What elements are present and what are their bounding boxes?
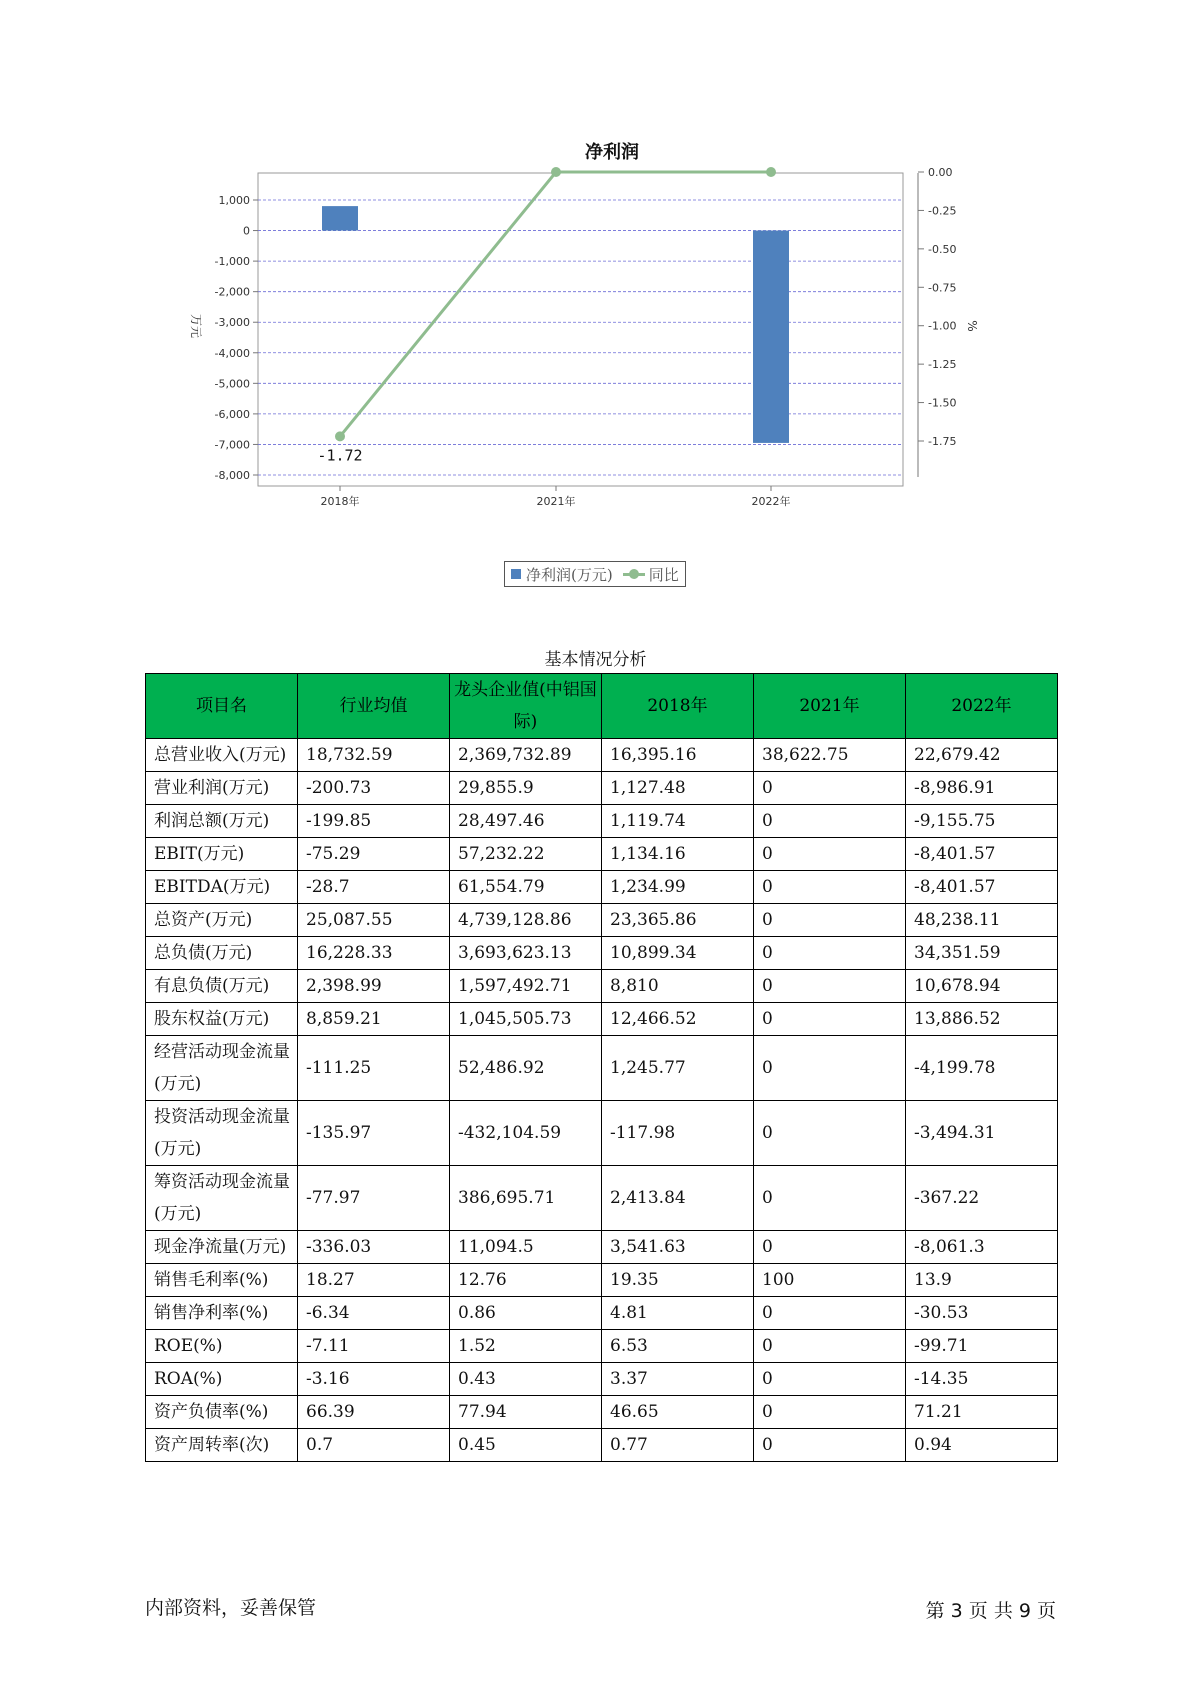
- table-row: [146, 1003, 1058, 1036]
- table-cell: -336.03: [298, 1231, 450, 1264]
- row-label-cell: 利润总额(万元): [146, 805, 298, 838]
- table-cell: 23,365.86: [602, 904, 754, 937]
- y2-tick-label: -0.50: [928, 242, 957, 256]
- gridlines: [258, 200, 903, 475]
- bars: [322, 206, 789, 443]
- table-row: [146, 937, 1058, 970]
- y2-tick-label: -1.25: [928, 358, 957, 372]
- table-cell: 0.77: [602, 1429, 754, 1462]
- row-label-cell: 营业利润(万元): [146, 772, 298, 805]
- table-cell: 100: [754, 1264, 906, 1297]
- legend-line-swatch: [623, 569, 645, 579]
- row-label-cell: 总负债(万元): [146, 937, 298, 970]
- table-cell: 0.94: [906, 1429, 1058, 1462]
- table-cell: 0: [754, 1166, 906, 1231]
- table-cell: 4.81: [602, 1297, 754, 1330]
- table-cell: 1.52: [450, 1330, 602, 1363]
- table-cell: 1,597,492.71: [450, 970, 602, 1003]
- row-label-cell: 销售毛利率(%): [146, 1264, 298, 1297]
- table-cell: 1,045,505.73: [450, 1003, 602, 1036]
- header-cell: 2018年: [602, 674, 754, 739]
- table-cell: -8,061.3: [906, 1231, 1058, 1264]
- table-cell: 18,732.59: [298, 739, 450, 772]
- table-cell: 8,859.21: [298, 1003, 450, 1036]
- table-cell: 13.9: [906, 1264, 1058, 1297]
- table-cell: -3,494.31: [906, 1101, 1058, 1166]
- table-cell: 1,245.77: [602, 1036, 754, 1101]
- table-caption: 基本情况分析: [544, 650, 647, 670]
- table-row: [146, 805, 1058, 838]
- line-point: [335, 431, 345, 441]
- table-cell: 0: [754, 772, 906, 805]
- table-cell: 48,238.11: [906, 904, 1058, 937]
- x-tick-label: 2022年: [751, 495, 791, 508]
- row-label-cell: 经营活动现金流量(万元): [146, 1036, 298, 1101]
- table-cell: 4,739,128.86: [450, 904, 602, 937]
- table-cell: -7.11: [298, 1330, 450, 1363]
- analysis-table: [145, 673, 1058, 1462]
- table-cell: 38,622.75: [754, 739, 906, 772]
- table-cell: 0: [754, 904, 906, 937]
- x-axis-ticks: [321, 486, 791, 508]
- table-cell: 25,087.55: [298, 904, 450, 937]
- table-cell: -135.97: [298, 1101, 450, 1166]
- table-cell: -367.22: [906, 1166, 1058, 1231]
- table-cell: 12.76: [450, 1264, 602, 1297]
- table-cell: 61,554.79: [450, 871, 602, 904]
- table-cell: 0.86: [450, 1297, 602, 1330]
- y-tick-label: -8,000: [214, 469, 250, 482]
- table-cell: 16,395.16: [602, 739, 754, 772]
- table-cell: -28.7: [298, 871, 450, 904]
- table-cell: -8,401.57: [906, 838, 1058, 871]
- table-cell: 10,678.94: [906, 970, 1058, 1003]
- table-cell: 19.35: [602, 1264, 754, 1297]
- y2-tick-label: -0.75: [928, 281, 957, 295]
- table-cell: 0.45: [450, 1429, 602, 1462]
- table-body: [146, 739, 1058, 1462]
- row-label-cell: 销售净利率(%): [146, 1297, 298, 1330]
- table-cell: 386,695.71: [450, 1166, 602, 1231]
- table-cell: 3,541.63: [602, 1231, 754, 1264]
- table-row: [146, 1101, 1058, 1166]
- y-tick-label: -2,000: [214, 285, 250, 299]
- row-label-cell: 总资产(万元): [146, 904, 298, 937]
- table-cell: 57,232.22: [450, 838, 602, 871]
- y-axis-label-left: 万元: [189, 313, 203, 339]
- legend-label-bar: 净利润(万元): [526, 565, 613, 584]
- table-cell: -8,986.91: [906, 772, 1058, 805]
- bar: [322, 206, 358, 230]
- legend-bar-swatch: [511, 569, 521, 579]
- right-axis-ticks: [918, 166, 956, 448]
- y-tick-label: -3,000: [214, 316, 250, 330]
- table-cell: 0: [754, 1036, 906, 1101]
- y-tick-label: -5,000: [214, 377, 250, 391]
- table-row: [146, 1330, 1058, 1363]
- table-cell: -30.53: [906, 1297, 1058, 1330]
- table-cell: 1,127.48: [602, 772, 754, 805]
- y2-tick-label: -1.75: [928, 435, 957, 448]
- table-cell: 8,810: [602, 970, 754, 1003]
- table-cell: 0: [754, 970, 906, 1003]
- table-row: [146, 1297, 1058, 1330]
- line-point: [551, 167, 561, 177]
- table-cell: 0: [754, 1396, 906, 1429]
- table-row: [146, 871, 1058, 904]
- y-tick-label: -4,000: [214, 346, 250, 360]
- table-cell: 52,486.92: [450, 1036, 602, 1101]
- table-cell: -77.97: [298, 1166, 450, 1231]
- table-cell: 13,886.52: [906, 1003, 1058, 1036]
- table-cell: 3.37: [602, 1363, 754, 1396]
- table-cell: 0: [754, 838, 906, 871]
- line-point: [766, 167, 776, 177]
- table-cell: 66.39: [298, 1396, 450, 1429]
- row-label-cell: 有息负债(万元): [146, 970, 298, 1003]
- line-series: [335, 167, 776, 441]
- table-cell: -75.29: [298, 838, 450, 871]
- table-cell: 28,497.46: [450, 805, 602, 838]
- row-label-cell: ROA(%): [146, 1363, 298, 1396]
- table-cell: 77.94: [450, 1396, 602, 1429]
- header-cell: 龙头企业值(中铝国际): [450, 674, 602, 739]
- table-row: [146, 1363, 1058, 1396]
- table-cell: 1,234.99: [602, 871, 754, 904]
- table-cell: 1,134.16: [602, 838, 754, 871]
- header-cell: 2022年: [906, 674, 1058, 739]
- table-cell: 16,228.33: [298, 937, 450, 970]
- footer-confidential: 内部资料，妥善保管: [145, 1597, 317, 1619]
- table-cell: -14.35: [906, 1363, 1058, 1396]
- table-cell: -8,401.57: [906, 871, 1058, 904]
- y-tick-label: -1,000: [214, 255, 250, 269]
- net-profit-chart: [170, 130, 1040, 600]
- table-cell: 1,119.74: [602, 805, 754, 838]
- y-axis-label-right: %: [965, 320, 979, 332]
- table-cell: 18.27: [298, 1264, 450, 1297]
- table-row: [146, 1429, 1058, 1462]
- row-label-cell: 资产周转率(次): [146, 1429, 298, 1462]
- y-tick-label: -6,000: [214, 407, 250, 421]
- table-cell: 0: [754, 805, 906, 838]
- row-label-cell: ROE(%): [146, 1330, 298, 1363]
- table-row: [146, 904, 1058, 937]
- line-path: [340, 172, 771, 436]
- header-cell: 行业均值: [298, 674, 450, 739]
- table-row: [146, 1231, 1058, 1264]
- table-cell: 2,413.84: [602, 1166, 754, 1231]
- table-cell: 0: [754, 1231, 906, 1264]
- table-cell: 29,855.9: [450, 772, 602, 805]
- table-cell: 10,899.34: [602, 937, 754, 970]
- chart-svg: [170, 130, 1040, 600]
- header-cell: 2021年: [754, 674, 906, 739]
- table-row: [146, 1166, 1058, 1231]
- table-cell: -199.85: [298, 805, 450, 838]
- table-row: [146, 772, 1058, 805]
- table-cell: 12,466.52: [602, 1003, 754, 1036]
- table-cell: 2,369,732.89: [450, 739, 602, 772]
- table-cell: 0: [754, 1003, 906, 1036]
- y-tick-label: 0: [243, 224, 250, 238]
- footer-page-number: 第 3 页 共 9 页: [925, 1600, 1056, 1622]
- table-cell: 6.53: [602, 1330, 754, 1363]
- left-axis-ticks: [215, 194, 258, 482]
- table-cell: 34,351.59: [906, 937, 1058, 970]
- row-label-cell: EBITDA(万元): [146, 871, 298, 904]
- table-cell: -432,104.59: [450, 1101, 602, 1166]
- table-cell: -99.71: [906, 1330, 1058, 1363]
- table-cell: -117.98: [602, 1101, 754, 1166]
- table-cell: -3.16: [298, 1363, 450, 1396]
- table-cell: 0.43: [450, 1363, 602, 1396]
- y-tick-label: 1,000: [218, 194, 250, 207]
- table-cell: -4,199.78: [906, 1036, 1058, 1101]
- bar: [753, 231, 789, 443]
- table-cell: 71.21: [906, 1396, 1058, 1429]
- row-label-cell: 现金净流量(万元): [146, 1231, 298, 1264]
- table-cell: 0: [754, 1330, 906, 1363]
- y-tick-label: -7,000: [214, 438, 250, 452]
- table-cell: 0: [754, 871, 906, 904]
- y2-tick-label: -0.25: [928, 204, 957, 218]
- table-cell: 0: [754, 937, 906, 970]
- table-row: [146, 970, 1058, 1003]
- legend-label-line: 同比: [648, 565, 679, 584]
- table-row: [146, 1036, 1058, 1101]
- table-row: [146, 1396, 1058, 1429]
- chart-legend: [504, 561, 686, 587]
- chart-title: 净利润: [585, 142, 639, 163]
- x-tick-label: 2021年: [536, 495, 576, 508]
- table-cell: 0: [754, 1363, 906, 1396]
- table-cell: -111.25: [298, 1036, 450, 1101]
- header-row: [146, 674, 1058, 739]
- row-label-cell: 投资活动现金流量(万元): [146, 1101, 298, 1166]
- y2-tick-label: -1.00: [928, 319, 957, 333]
- table-header: [146, 674, 1058, 739]
- table-cell: 0: [754, 1297, 906, 1330]
- table-cell: 0: [754, 1101, 906, 1166]
- row-label-cell: EBIT(万元): [146, 838, 298, 871]
- table-row: [146, 838, 1058, 871]
- x-tick-label: 2018年: [320, 495, 360, 508]
- y2-tick-label: -1.50: [928, 396, 957, 410]
- table-cell: 0.7: [298, 1429, 450, 1462]
- table-row: [146, 1264, 1058, 1297]
- table-cell: -9,155.75: [906, 805, 1058, 838]
- table-cell: 22,679.42: [906, 739, 1058, 772]
- row-label-cell: 资产负债率(%): [146, 1396, 298, 1429]
- y2-tick-label: 0.00: [928, 166, 953, 179]
- table-cell: 2,398.99: [298, 970, 450, 1003]
- table-cell: -200.73: [298, 772, 450, 805]
- data-label: -1.72: [317, 446, 363, 465]
- row-label-cell: 筹资活动现金流量(万元): [146, 1166, 298, 1231]
- table-cell: 46.65: [602, 1396, 754, 1429]
- header-cell: 项目名: [146, 674, 298, 739]
- row-label-cell: 股东权益(万元): [146, 1003, 298, 1036]
- table-cell: 0: [754, 1429, 906, 1462]
- table-cell: 3,693,623.13: [450, 937, 602, 970]
- table-cell: -6.34: [298, 1297, 450, 1330]
- table-row: [146, 739, 1058, 772]
- table-cell: 11,094.5: [450, 1231, 602, 1264]
- row-label-cell: 总营业收入(万元): [146, 739, 298, 772]
